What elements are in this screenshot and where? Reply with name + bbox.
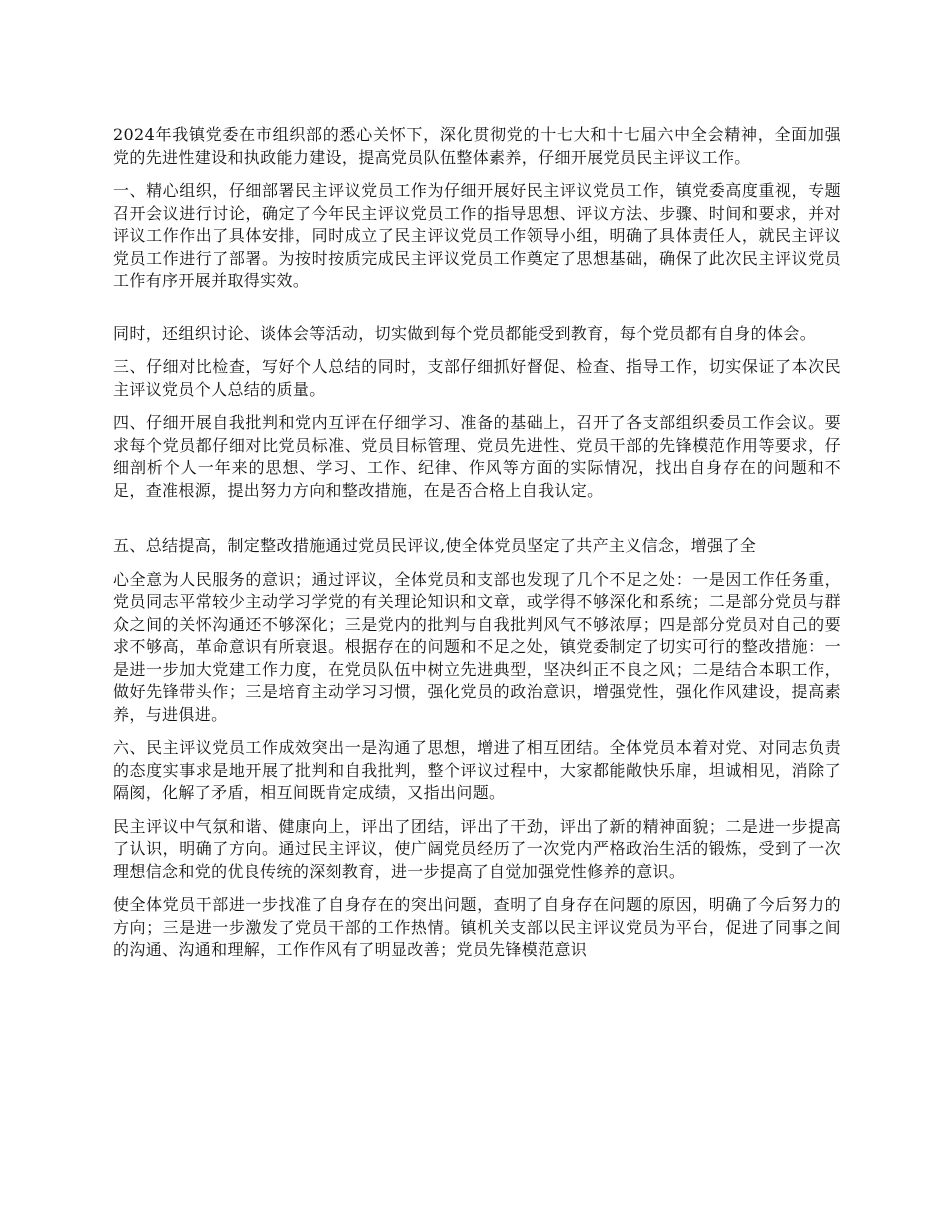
paragraph-section-6: 六、民主评议党员工作成效突出一是沟通了思想，增进了相互团结。全体党员本着对党、对同志负责的态度实事求是地开展了批判和自我批判，整个评议过程中，大家都能敞快乐扉，坦诚相见，消除了隔阂，化解了矛盾，相互间既肯定成绩，又指出问题。 [113, 738, 841, 802]
paragraph-section-3: 三、仔细对比检查，写好个人总结的同时，支部仔细抓好督促、检查、指导工作，切实保证了本次民主评议党员个人总结的质量。 [113, 357, 841, 399]
paragraph-activities: 同时，还组织讨论、谈体会等活动，切实做到每个党员都能受到教育，每个党员都有自身的体会。 [113, 323, 817, 343]
paragraph-section-5: 五、总结提高，制定整改措施通过党员民评议,使全体党员坚定了共产主义信念，增强了全 [113, 536, 757, 555]
paragraph-evaluation: 民主评议中气氛和谐、健康向上，评出了团结，评出了干劲，评出了新的精神面貌；二是进一步提高了认识，明确了方向。通过民主评议，使广阔党员经历了一次党内严格政治生活的锻炼，受到了一次理想信念和党的优良传统的深刻教育，进一步提高了自觉加强党性修养的意识。 [113, 816, 841, 881]
paragraph-intro: 2024年我镇党委在市组织部的悉心关怀下，深化贯彻党的十七大和十七届六中全会精神，全面加强党的先进性建设和执政能力建设，提高党员队伍整体素养，仔细开展党员民主评议工作。 [113, 125, 841, 167]
paragraph-section-4: 四、仔细开展自我批判和党内互评在仔细学习、准备的基础上，召开了各支部组织委员工作会议。要求每个党员都仔细对比党员标准、党员目标管理、党员先进性、党员干部的先锋模范作用等要求，仔细剖析个人一年来的思想、学习、工作、纪律、作风等方面的实际情况，找出自身存在的问题和不足，查准根源，提出努力方向和整改措施，在是否合格上自我认定。 [113, 413, 841, 500]
paragraph-section-1: 一、精心组织，仔细部署民主评议党员工作为仔细开展好民主评议党员工作，镇党委高度重视，专题召开会议进行讨论，确定了今年民主评议党员工作的指导思想、评议方法、步骤、时间和要求，并对评议工作作出了具体安排，同时成立了民主评议党员工作领导小组，明确了具体责任人，就民主评议党员工作进行了部署。为按时按质完成民主评议党员工作奠定了思想基础，确保了此次民主评议党员工作有序开展并取得实效。 [113, 181, 841, 290]
paragraph-outcomes: 使全体党员干部进一步找准了自身存在的突出问题，查明了自身存在问题的原因，明确了今后努力的方向；三是进一步激发了党员干部的工作热情。镇机关支部以民主评议党员为平台，促进了同事之间的沟通、沟通和理解，工作作风有了明显改善；党员先锋模范意识 [113, 895, 841, 959]
document-body [113, 124, 841, 973]
paragraph-section-5-continued: 心全意为人民服务的意识；通过评议，全体党员和支部也发现了几个不足之处：一是因工作任务重，党员同志平常较少主动学习学党的有关理论知识和文章，或学得不够深化和系统；二是部分党员与群众之间的关怀沟通还不够深化；三是党内的批判与自我批判风气不够浓厚；四是部分党员对自己的要求不够高，革命意识有所衰退。根据存在的问题和不足之处，镇党委制定了切实可行的整改措施：一是进一步加大党建工作力度，在党员队伍中树立先进典型，坚决纠正不良之风；二是结合本职工作，做好先锋带头作；三是培育主动学习习惯，强化党员的政治意识，增强党性，强化作风建设，提高素养，与进俱进。 [113, 569, 841, 724]
